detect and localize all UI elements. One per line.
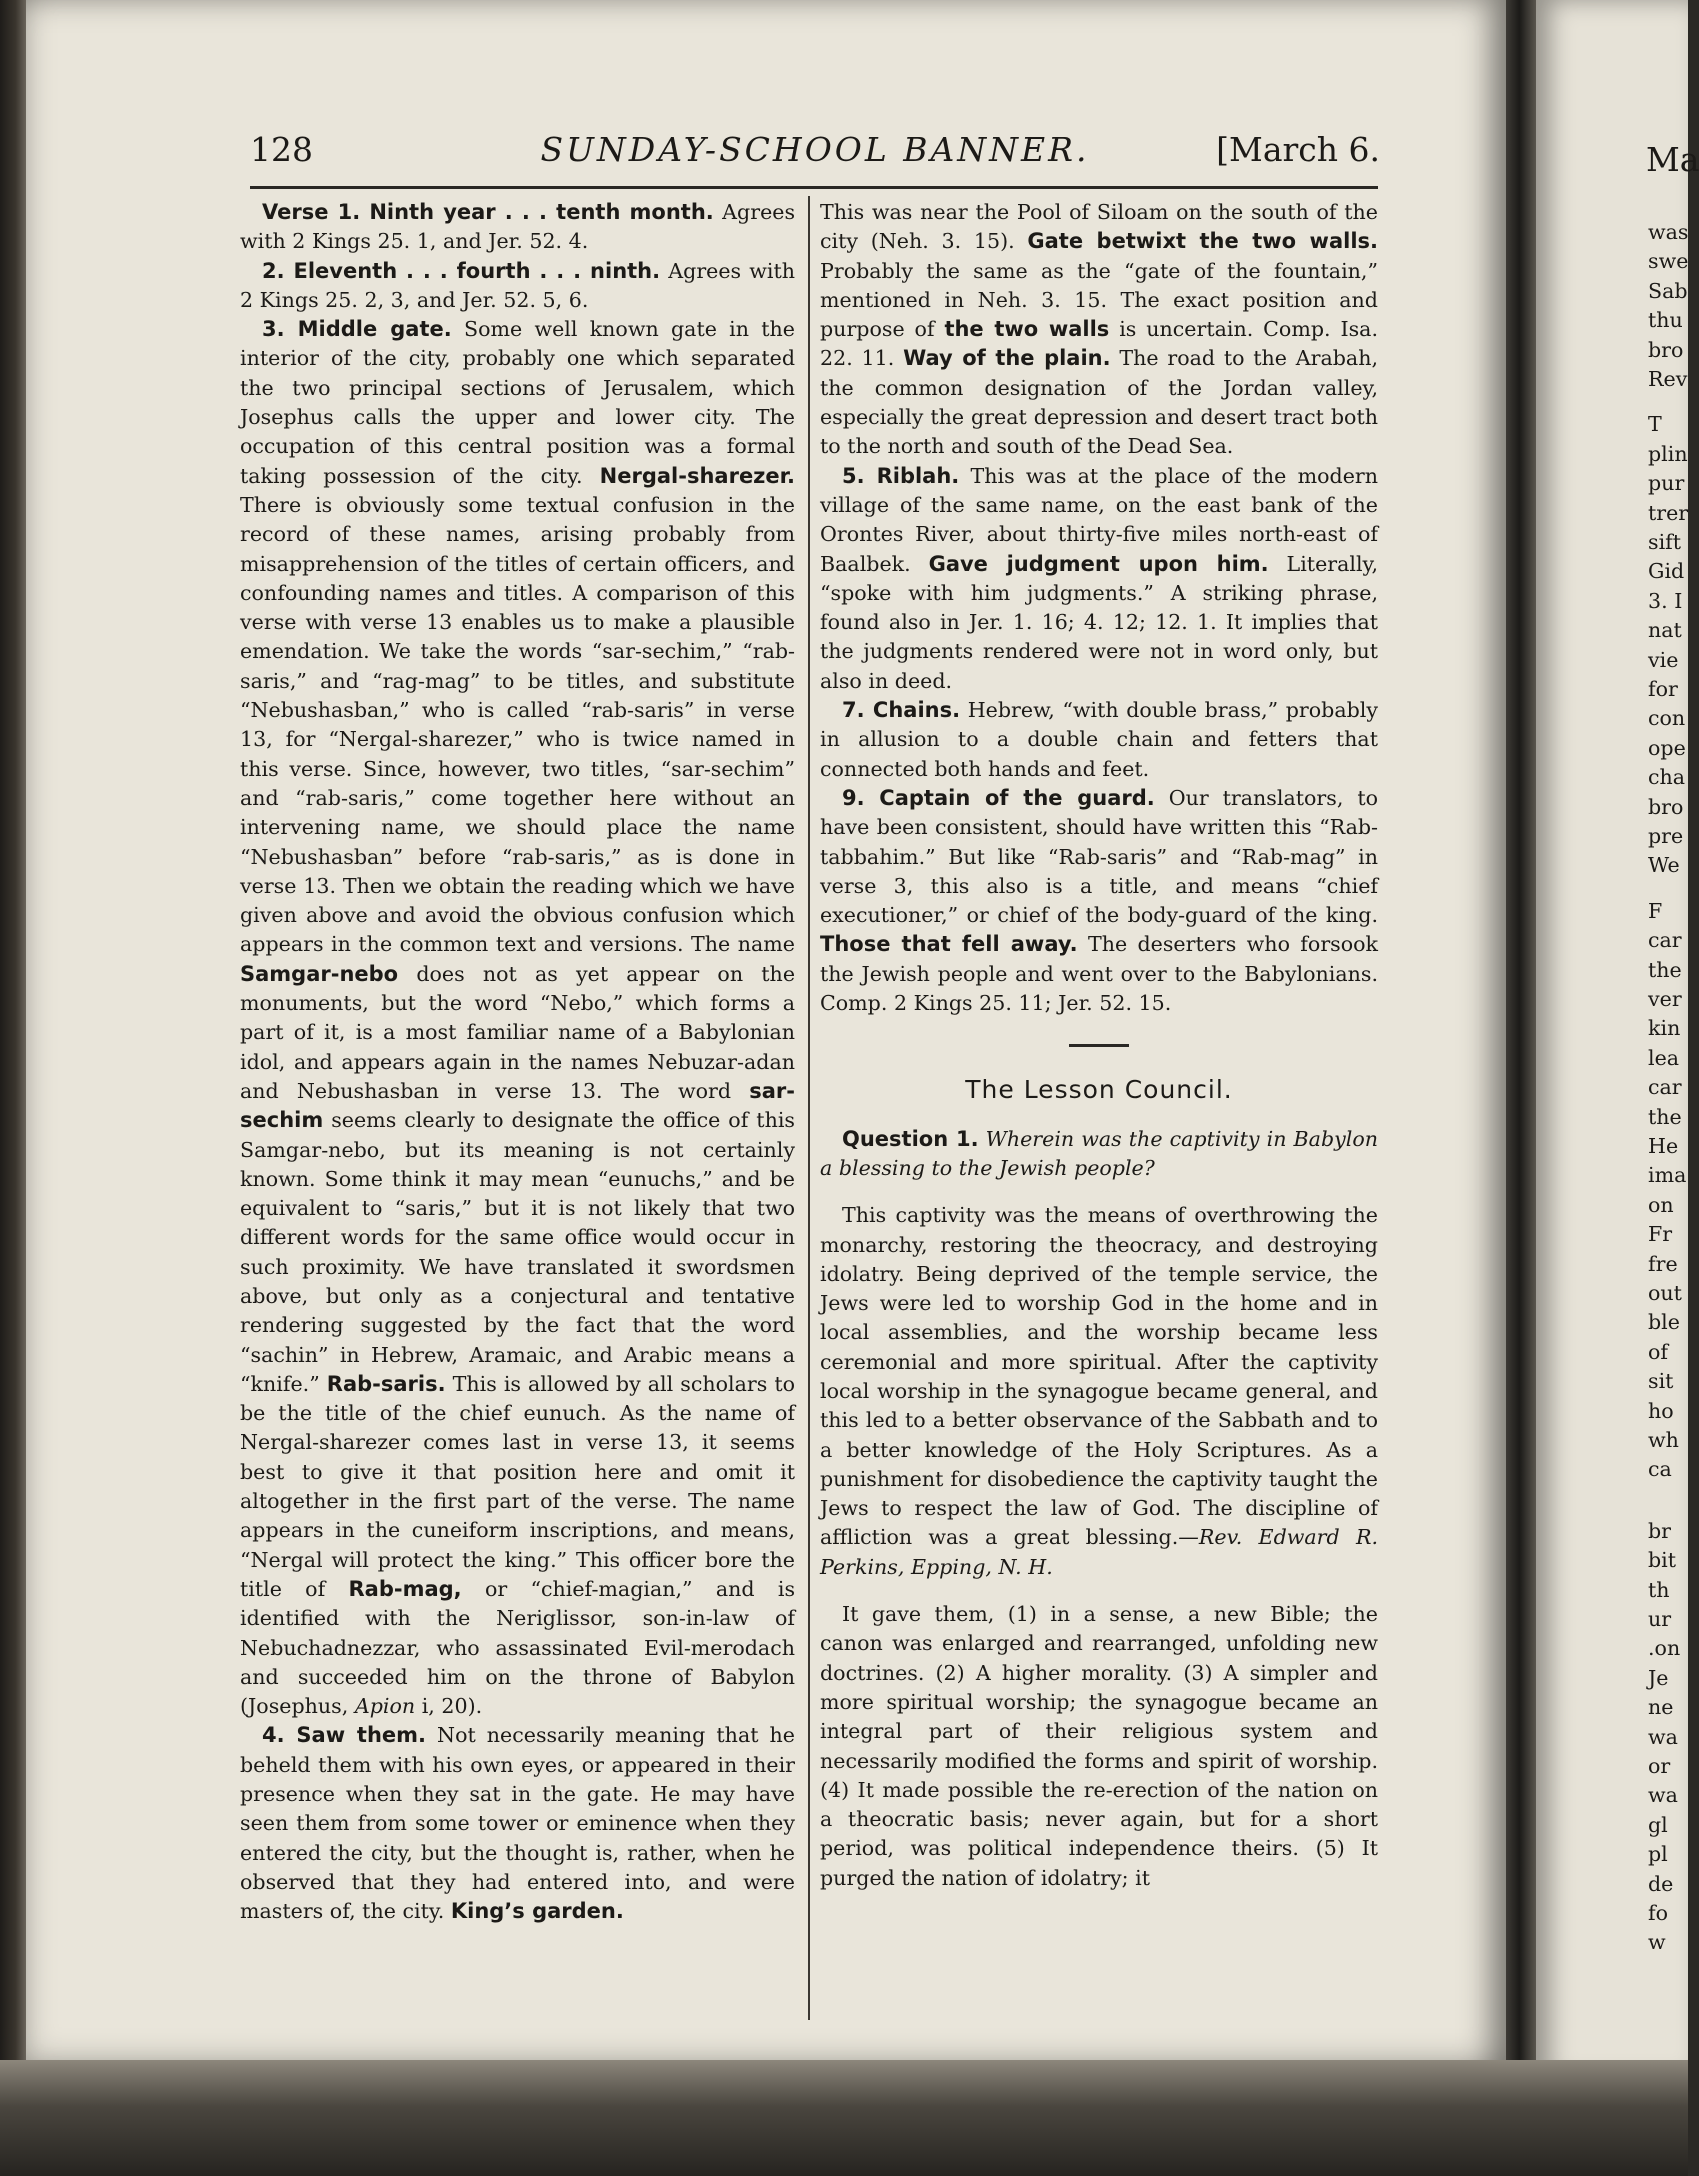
running-head [250,126,1380,174]
verse-label: 4. Saw them. [262,1723,426,1748]
facing-page-line: swe [1648,249,1689,274]
term-two-walls: the two walls [944,317,1110,342]
facing-page-line: car [1648,1075,1682,1100]
note-text: Agrees with 2 Kings 25. 2, 3, and Jer. 52. 5, 6. [240,258,795,312]
term-nergal-sharezer: Nergal-sharezer. [599,463,795,488]
facing-page-line: fre [1648,1251,1678,1276]
verse-4-note [240,1721,795,1926]
spacer [820,1582,1378,1600]
facing-page-line: bro [1648,337,1684,362]
facing-page-line: cha [1648,765,1686,790]
facing-page-line: thu [1648,308,1683,333]
answer-text: This captivity was the means of overthrowing the monarchy, restoring the theocracy, and destroying idolatry. Being deprived of the temple service, the Jews were led to worship God in the home and in local assemblies, and the worship became less ceremonial and more spiritual. After the captivity local worship in the synagogue became general, and this led to a better observance of the Sabbath and to a better knowledge of the Holy Scriptures. As a punishment for disobedience the captivity taught the Jews to respect the law of God. The discipline of affliction was a great blessing. [820,1203,1378,1550]
section-divider [1069,1044,1129,1047]
page-number: 128 [250,130,313,169]
note-text: This was near the Pool of Siloam on the south of the city (Neh. 3. 15). [820,200,1378,254]
note-text: seems clearly to designate the office of this Samgar-nebo, but its meaning is not certainly known. Some think it may mean “eunuchs,” and be equivalent to “saris,” but it is not likely that two different words for the same office would occur in such proximity. We have translated it swordsmen above, but only as a conjectural and tentative rendering suggested by the fact that the word “sachin” in Hebrew, Aramaic, and Arabic means a “knife.” [240,1108,796,1396]
note-text: This was at the place of the modern village of the same name, on the east bank of the Orontes River, about thirty-five miles north-east of Baalbek. [820,463,1378,576]
note-text: Our translators, to have been consistent, should have written this “Rab-tabbahim.” But like “Rab-saris” and “Rab-mag” in verse 3, this also is a title, and means “chief executioner,” or chief of the body-guard of the king. [820,785,1378,928]
facing-page-line: 3. I [1648,588,1683,613]
term-sar-sechim: sar-sechim [240,1078,795,1133]
facing-page-line: w [1648,1930,1666,1955]
note-text: The deserters who forsook the Jewish people and went over to the Babylonians. Comp. 2 Kings 25. 11; Jer. 52. 15. [820,932,1379,1016]
facing-page-line: pur [1648,471,1685,496]
facing-page-line: Je [1648,1665,1669,1690]
facing-page-line: de [1648,1871,1674,1896]
facing-page-line: wh [1648,1428,1679,1452]
note-text: This is allowed by all scholars to be the title of the chief eunuch. As the name of Nergal-sharezer comes last in verse 13, it seems best to give it that position here and omit it altogether in the first part of the verse. The name appears in the cuneiform inscriptions, and means, “Nergal will protect the king.” This officer bore the title of [240,1371,796,1601]
book-binding [0,0,26,2176]
facing-page-line: the [1648,1104,1682,1129]
facing-page-head: Ma [1646,140,1699,179]
facing-page-line: br [1648,1518,1672,1543]
term-gate-betwixt: Gate betwixt the two walls. [1027,229,1379,254]
facing-page-line: Sab [1648,278,1688,303]
term-samgar-nebo: Samgar-nebo [240,961,399,986]
facing-page-line: sit [1648,1369,1674,1394]
journal-title: SUNDAY-SCHOOL BANNER. [540,130,1090,169]
verse-label: 2. Eleventh . . . fourth . . . ninth. [262,258,661,283]
facing-page-line: T [1648,412,1662,437]
verse-label: 3. Middle gate. [262,317,452,342]
facing-page-line: con [1648,706,1686,731]
book-gutter [1506,0,1536,2176]
term-way-of-plain: Way of the plain. [903,346,1111,371]
facing-page-line: lea [1648,1045,1680,1070]
facing-page-line: ur [1648,1607,1672,1631]
answer-1 [820,1201,1378,1582]
facing-page-line: We [1648,853,1680,878]
spacer [820,1183,1378,1201]
facing-page-line: sift [1648,530,1682,554]
facing-page-line: plin [1648,441,1688,466]
facing-page-line: for [1648,677,1678,701]
term-rab-mag: Rab-mag, [348,1576,462,1601]
facing-page-line: ne [1648,1695,1674,1720]
facing-page-line: pl [1648,1842,1668,1867]
note-text: Agrees with 2 Kings 25. 1, and Jer. 52. 4. [240,200,796,254]
facing-page-line: ho [1648,1398,1674,1423]
facing-page-line: .on [1648,1636,1681,1661]
term-rab-saris: Rab-saris. [326,1371,446,1396]
verse-5-note [820,462,1378,696]
facing-page-line: trer [1648,500,1689,525]
book-edge-bottom [0,2060,1688,2176]
note-text: Probably the same as the “gate of the fountain,” mentioned in Neh. 3. 15. The exact position and purpose of [820,258,1378,342]
verse-label: 5. Riblah. [842,463,960,488]
facing-page-line: pre [1648,824,1684,848]
issue-date: [March 6. [1216,130,1380,169]
term-gave-judgment: Gave judgment upon him. [928,551,1269,576]
facing-page-line: Gid [1648,559,1685,584]
facing-page-line: bit [1648,1548,1677,1573]
header-rule [250,186,1378,189]
note-text: is uncertain. Comp. Isa. 22. 11. [820,317,1379,371]
facing-page-line: the [1648,957,1682,982]
facing-page-line: wa [1648,1783,1678,1808]
term-kings-garden: King’s garden. [450,1899,624,1924]
right-column [820,198,1378,1893]
facing-page-line: He [1648,1134,1679,1158]
column-rule [808,196,810,2020]
note-text: There is obviously some textual confusion in the record of these names, arising probably from misapprehension of the titles of certain officers, and confounding names and titles. A comparison of this verse with verse 13 enables us to make a plausible emendation. We take the words “sar-sechim,” “rab-saris,” and “rag-mag” to be titles, and substitute “Nebushasban,” who is called “rab-saris” in verse 13, for “Nergal-sharezer,” who is twice named in this verse. Since, however, two titles, “sar-sechim” and “rab-saris,” come together here without an intervening name, we should place the name “Nebushasban” before “rab-saris,” as is done in verse 13. Then we obtain the reading which we have given above and avoid the obvious confusion which appears in the common text and versions. The name [240,492,795,957]
left-column [240,198,795,1927]
answer-signature: —Rev. Edward R. Perkins, Epping, N. H. [820,1525,1378,1579]
verse-3-note [240,315,795,1721]
verse-label: Verse 1. Ninth year . . . tenth month. [262,200,714,224]
facing-page-line: ver [1648,987,1682,1011]
note-text: i, 20). [421,1694,483,1719]
citation-apion: Apion [354,1694,416,1719]
facing-page-line: or [1648,1754,1671,1778]
verse-label: 9. Captain of the guard. [842,785,1155,810]
facing-page-line: th [1648,1577,1670,1602]
verse-4-note-continued [820,198,1378,462]
facing-page-line: fo [1648,1901,1669,1925]
facing-page-line: on [1648,1192,1674,1217]
facing-page-line: bro [1648,794,1684,819]
verse-2-note [240,257,795,316]
note-text: or “chief-magian,” and is identified with the Neriglissor, son-in-law of Nebuchadnezzar, who assassinated Evil-merodach and succeeded him on the throne of Babylon (Josephus, [240,1576,796,1719]
facing-page-line: ope [1648,735,1686,760]
facing-page-line: F [1648,898,1663,923]
facing-page-line: wa [1648,1724,1678,1749]
answer-2 [820,1600,1378,1893]
question-text: Wherein was the captivity in Babylon a blessing to the Jewish people? [820,1126,1379,1180]
term-those-that-fell: Those that fell away. [820,932,1078,957]
verse-9-note [820,784,1378,1018]
facing-page-line: Fr [1648,1222,1673,1247]
note-text: does not as yet appear on the monuments, but the word “Nebo,” which forms a part of it, is a most familiar name of a Babylonian idol, and appears again in the names Nebuzar-adan and Nebushasban in verse 13. The word [240,961,796,1103]
facing-page-line: vie [1648,647,1679,672]
note-text: Hebrew, “with double brass,” probably in allusion to a double chain and fetters that connected both hands and feet. [820,698,1379,781]
note-text: Not necessarily meaning that he beheld them with his own eyes, or appeared in their presence when they sat in the gate. He may have seen them from some tower or eminence when they entered the city, but the thought is, rather, when he observed that they had entered into, and were masters of, the city. [240,1723,795,1924]
answer-text: It gave them, (1) in a sense, a new Bible; the canon was enlarged and rearranged, unfolding new doctrines. (2) A higher morality. (3) A simpler and more spiritual worship; the synagogue became an integral part of their religious system and necessarily modified the forms and spirit of worship. (4) It made possible the re-erection of the nation on a theocratic basis; never again, but for a short period, was political independence theirs. (5) It purged the nation of idolatry; it [820,1602,1378,1890]
facing-page-line: ble [1648,1310,1680,1335]
facing-page-line: of [1648,1339,1669,1364]
facing-page-line: kin [1648,1016,1681,1041]
facing-page-line: out [1648,1281,1682,1305]
facing-page-line: gl [1648,1812,1668,1837]
note-text: Some well known gate in the interior of the city, probably one which separated the two principal sections of Jerusalem, which Josephus calls the upper and lower city. The occupation of this central position was a formal taking possession of the city. [240,317,795,488]
verse-label: 7. Chains. [842,698,961,723]
section-title: The Lesson Council. [965,1075,1233,1105]
note-text: The road to the Arabah, the common designation of the Jordan valley, especially the great depression and desert tract both to the north and south of the Dead Sea. [820,346,1379,459]
facing-page-line: car [1648,928,1682,953]
question [820,1125,1378,1184]
facing-page-line: ima [1648,1163,1687,1188]
verse-1-note [240,198,795,257]
facing-page-line: ca [1648,1457,1672,1482]
question-label: Question 1. [842,1126,979,1151]
facing-page-line: nat [1648,618,1682,643]
verse-7-note [820,696,1378,784]
note-text: Literally, “spoke with him judgments.” A striking phrase, found also in Jer. 1. 16; 4. 12; 12. 1. It implies that the judgments rendered were not in word only, but also in deed. [820,551,1378,693]
facing-page-line: Rev [1648,367,1688,391]
facing-page-line: was [1648,220,1689,244]
